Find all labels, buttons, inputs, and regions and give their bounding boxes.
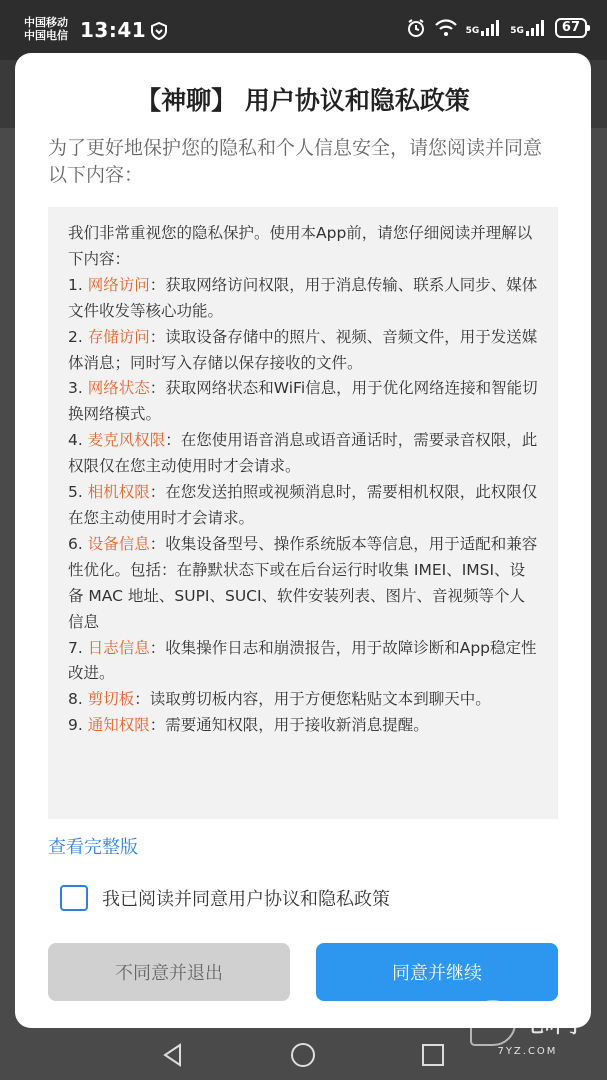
net-type-1: 5G	[465, 26, 480, 36]
terms-item-number: 4.	[68, 431, 88, 450]
dialog-intro: 为了更好地保护您的隐私和个人信息安全，请您阅读并同意以下内容：	[48, 137, 543, 186]
view-full-version-link[interactable]: 查看完整版	[48, 837, 138, 858]
signal-1	[466, 20, 503, 36]
status-bar	[0, 0, 607, 60]
terms-item	[68, 428, 540, 480]
terms-item-desc: ：读取设备存储中的照片、视频、音频文件，用于发送媒体消息；同时写入存储以保存接收的文件。	[68, 327, 538, 372]
terms-item-key: 网络访问	[87, 275, 150, 294]
terms-item-key: 通知权限	[87, 716, 150, 735]
terms-item-desc: ：收集设备型号、操作系统版本等信息，用于适配和兼容性优化。包括：在静默状态下或在后台运行时收集 IMEI、IMSI、设备 MAC 地址、SUPI、SUCI、软件安装列表、图片、音视频等个人信息	[68, 534, 538, 631]
terms-item-desc: ：在您使用语音消息或语音通话时，需要录音权限，此权限仅在您主动使用时才会请求。	[68, 431, 538, 476]
alarm-icon	[406, 18, 426, 38]
terms-item-number: 9.	[68, 716, 88, 735]
wifi-icon	[434, 19, 458, 37]
terms-item	[68, 376, 540, 428]
dialog-title: 【神聊】 用户协议和隐私政策	[136, 86, 470, 115]
terms-item-key: 麦克风权限	[87, 431, 166, 450]
decline-exit-button[interactable]: 不同意并退出	[48, 943, 290, 1001]
terms-item-desc: ：获取网络状态和WiFi信息，用于优化网络连接和智能切换网络模式。	[68, 379, 538, 424]
terms-item-desc: ：需要通知权限，用于接收新消息提醒。	[149, 716, 429, 735]
watermark	[470, 1000, 585, 1057]
accept-continue-button[interactable]: 同意并继续	[316, 943, 558, 1001]
terms-item-number: 8.	[68, 690, 88, 709]
agree-label[interactable]: 我已阅读并同意用户协议和隐私政策	[102, 889, 390, 910]
terms-item-key: 日志信息	[87, 638, 150, 657]
terms-item	[68, 687, 540, 713]
carrier-1: 中国移动	[24, 16, 68, 29]
signal-2	[510, 20, 547, 36]
terms-item-key: 剪切板	[87, 690, 135, 709]
terms-item	[68, 532, 540, 636]
terms-item-key: 存储访问	[87, 327, 150, 346]
terms-item-number: 1.	[68, 275, 88, 294]
carrier-info	[24, 16, 68, 42]
watermark-text: 七叶子	[525, 1012, 585, 1037]
signal-bars-icon	[525, 20, 547, 36]
terms-item-number: 6.	[68, 534, 88, 553]
terms-item	[68, 325, 540, 377]
terms-item-desc: ：收集操作日志和崩溃报告，用于故障诊断和App稳定性改进。	[68, 638, 537, 683]
terms-item-desc: ：获取网络访问权限，用于消息传输、联系人同步、媒体文件收发等核心功能。	[68, 275, 538, 320]
terms-item	[68, 636, 540, 688]
recents-icon[interactable]	[420, 1042, 446, 1068]
agree-row[interactable]	[60, 885, 390, 911]
terms-content[interactable]	[48, 207, 558, 819]
status-icons	[406, 18, 587, 38]
signal-bars-icon	[480, 20, 502, 36]
terms-item-number: 2.	[68, 327, 88, 346]
net-type-2: 5G	[510, 26, 524, 36]
back-icon[interactable]	[160, 1042, 186, 1068]
terms-item-key: 设备信息	[87, 534, 150, 553]
terms-preface: 我们非常重视您的隐私保护。使用本App前，请您仔细阅读并理解以下内容：	[68, 224, 533, 268]
clock: 13:41	[80, 18, 147, 42]
home-icon[interactable]	[289, 1042, 317, 1070]
terms-item-key: 网络状态	[87, 379, 150, 398]
watermark-sub: 7YZ.COM	[497, 1046, 558, 1057]
shield-icon	[150, 22, 168, 40]
terms-item-key: 相机权限	[87, 483, 150, 502]
terms-item	[68, 713, 540, 739]
terms-item-desc: ：在您发送拍照或视频消息时，需要相机权限，此权限仅在您主动使用时才会请求。	[68, 483, 538, 527]
terms-item	[68, 273, 540, 325]
terms-item-desc: ：读取剪切板内容，用于方便您粘贴文本到聊天中。	[134, 690, 491, 709]
agree-checkbox[interactable]	[60, 885, 88, 911]
terms-item-number: 7.	[68, 638, 88, 657]
battery-indicator: 67	[555, 18, 587, 38]
carrier-2: 中国电信	[24, 29, 68, 42]
terms-item-number: 3.	[68, 379, 88, 398]
terms-item-number: 5.	[68, 483, 88, 502]
leaf-logo-icon	[470, 1000, 516, 1046]
terms-list	[68, 273, 540, 739]
terms-item	[68, 480, 540, 532]
privacy-dialog	[15, 53, 591, 1028]
